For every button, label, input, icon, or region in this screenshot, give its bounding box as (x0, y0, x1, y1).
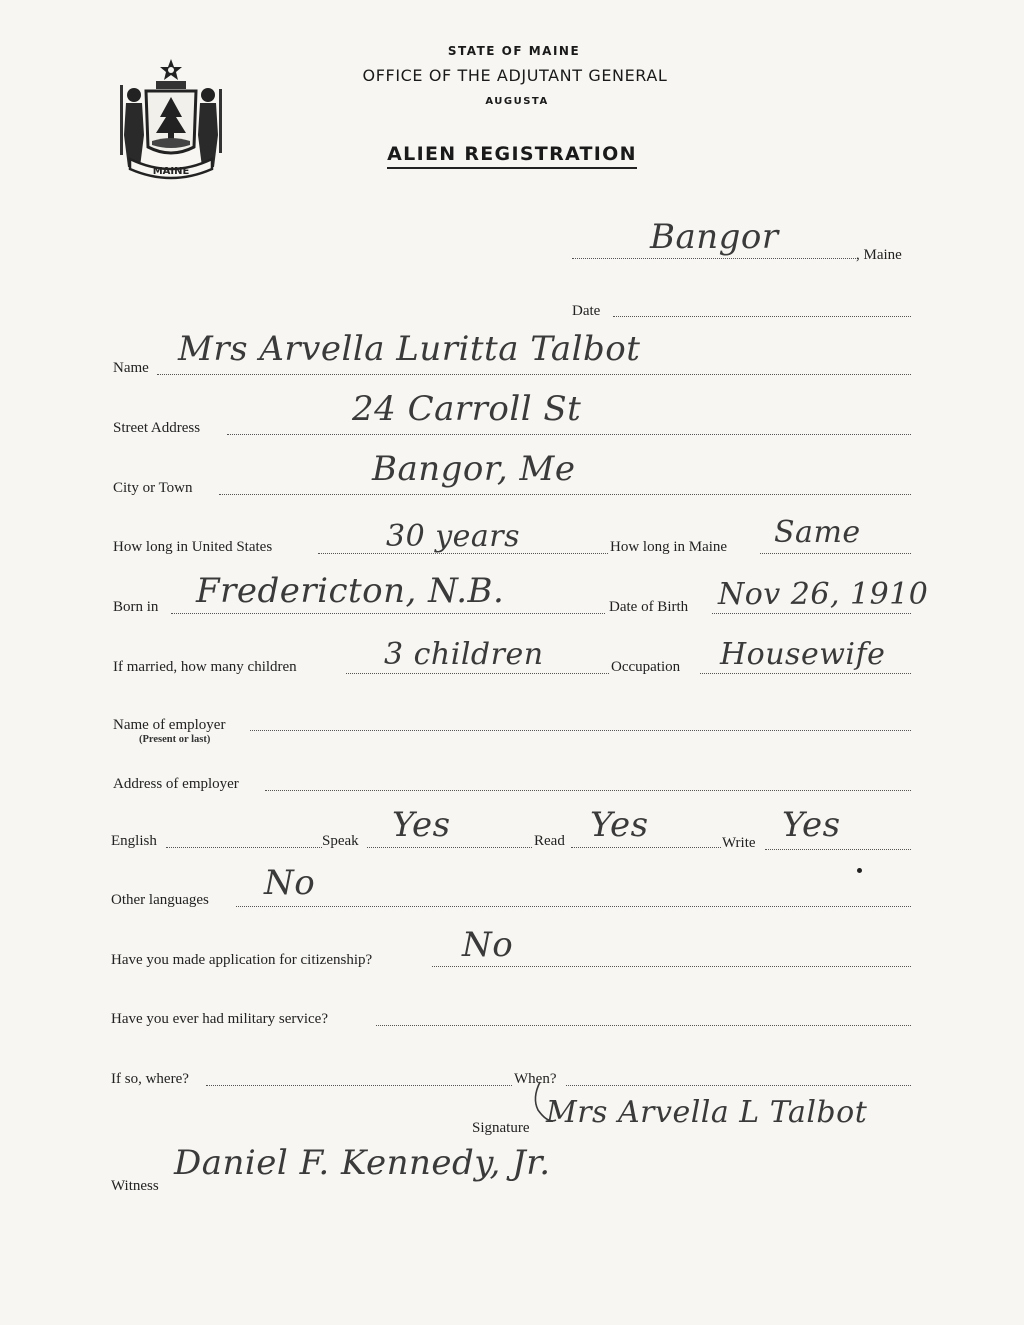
place-value[interactable]: Bangor (650, 217, 779, 257)
born-in-line (171, 613, 605, 614)
form-title (0, 143, 1024, 165)
read-line (571, 847, 721, 848)
street-line (227, 434, 911, 435)
place-line (572, 258, 856, 259)
write-value[interactable]: Yes (782, 805, 841, 845)
speak-line (367, 847, 532, 848)
how-long-maine-label: How long in Maine (610, 539, 728, 555)
city-line (219, 494, 911, 495)
military-line (376, 1025, 911, 1026)
employer-address-line (265, 790, 911, 791)
street-value[interactable]: 24 Carroll St (352, 389, 582, 429)
citizenship-line (432, 966, 911, 967)
street-label: Street Address (113, 420, 201, 436)
citizenship-value[interactable]: No (462, 925, 514, 965)
born-in-value[interactable]: Fredericton, N.B. (196, 571, 505, 611)
dob-label: Date of Birth (609, 599, 689, 615)
occupation-value[interactable]: Housewife (720, 637, 886, 672)
citizenship-label: Have you made application for citizenship? (111, 952, 373, 968)
city-label: City or Town (113, 480, 193, 496)
how-long-maine-line (760, 553, 911, 554)
write-label: Write (722, 835, 756, 851)
english-label: English (111, 833, 157, 849)
children-line (346, 673, 609, 674)
speak-label: Speak (322, 833, 359, 849)
speak-value[interactable]: Yes (392, 805, 451, 845)
signature-value[interactable]: Mrs Arvella L Talbot (546, 1095, 868, 1130)
other-languages-label: Other languages (111, 892, 209, 908)
military-label: Have you ever had military service? (111, 1011, 328, 1027)
name-line (157, 374, 911, 375)
employer-address-label: Address of employer (113, 776, 239, 792)
born-in-label: Born in (113, 599, 159, 615)
occupation-label: Occupation (611, 659, 681, 675)
how-long-us-value[interactable]: 30 years (386, 519, 521, 554)
city-value[interactable]: Bangor, Me (372, 449, 576, 489)
occupation-line (700, 673, 911, 674)
name-value[interactable]: Mrs Arvella Luritta Talbot (178, 329, 641, 369)
witness-value[interactable]: Daniel F. Kennedy, Jr. (174, 1143, 551, 1183)
when-line (566, 1085, 911, 1086)
when-label: When? (514, 1071, 557, 1087)
read-label: Read (534, 833, 565, 849)
witness-label: Witness (111, 1178, 159, 1194)
signature-label: Signature (472, 1120, 530, 1136)
dob-line (712, 613, 911, 614)
ink-dot (857, 868, 862, 873)
how-long-maine-value[interactable]: Same (774, 515, 861, 550)
name-label: Name (113, 360, 149, 376)
header-state: STATE OF MAINE (447, 44, 581, 58)
employer-label: Name of employer (113, 717, 226, 733)
read-value[interactable]: Yes (590, 805, 649, 845)
children-label: If married, how many children (113, 659, 297, 675)
form-title-text: ALIEN REGISTRATION (387, 143, 637, 169)
write-line (765, 849, 911, 850)
dob-value[interactable]: Nov 26, 1910 (718, 577, 929, 612)
english-line (166, 847, 322, 848)
date-label: Date (572, 303, 601, 319)
date-line (613, 316, 911, 317)
children-value[interactable]: 3 children (384, 637, 544, 672)
where-line (206, 1085, 512, 1086)
other-languages-value[interactable]: No (264, 863, 316, 903)
employer-sublabel: (Present or last) (139, 734, 211, 745)
other-languages-line (236, 906, 911, 907)
seal-text: MAINE (152, 166, 190, 177)
employer-line (250, 730, 911, 731)
how-long-us-label: How long in United States (113, 539, 273, 555)
where-label: If so, where? (111, 1071, 189, 1087)
header-office: OFFICE OF THE ADJUTANT GENERAL (362, 66, 668, 85)
place-suffix: , Maine (856, 247, 902, 263)
header-city: AUGUSTA (485, 96, 549, 107)
